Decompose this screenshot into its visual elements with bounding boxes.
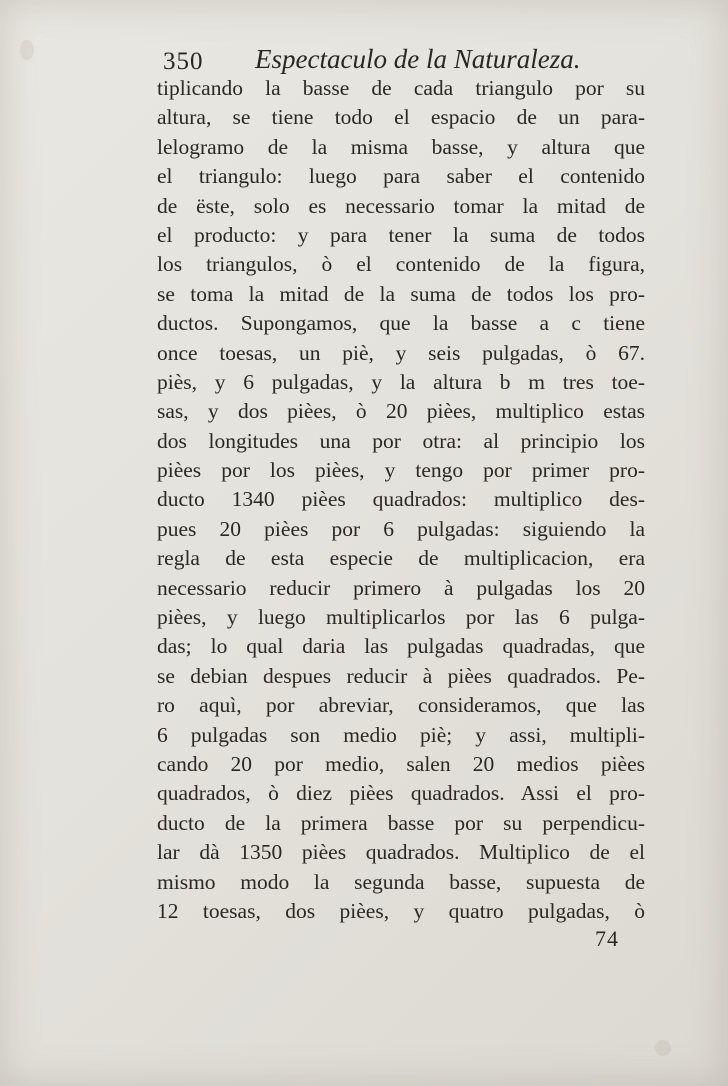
text-line: de ëste, solo es necessario tomar la mitad de bbox=[157, 193, 645, 218]
text-line: das; lo qual daria las pulgadas quadradas, que bbox=[157, 634, 645, 659]
text-line: altura, se tiene todo el espacio de un para- bbox=[157, 105, 645, 130]
text-line: ducto 1340 pièes quadrados: multiplico des- bbox=[157, 487, 645, 512]
text-line: se debian despues reducir à pièes quadrados. Pe- bbox=[157, 663, 645, 688]
text-line: sas, y dos pièes, ò 20 pièes, multiplico estas bbox=[157, 399, 645, 424]
text-line: lar dà 1350 pièes quadrados. Multiplico de el bbox=[157, 840, 645, 865]
text-line: ductos. Supongamos, que la basse a c tiene bbox=[157, 311, 645, 336]
text-line: once toesas, un piè, y seis pulgadas, ò 67. bbox=[157, 340, 645, 365]
page-number: 350 bbox=[163, 48, 204, 75]
text-line: los triangulos, ò el contenido de la figura, bbox=[157, 252, 645, 277]
text-line: pues 20 pièes por 6 pulgadas: siguiendo la bbox=[157, 516, 645, 541]
text-line: 12 toesas, dos pièes, y quatro pulgadas, ò bbox=[157, 898, 645, 923]
text-line: lelogramo de la misma basse, y altura que bbox=[157, 134, 645, 159]
text-line: 6 pulgadas son medio piè; y assi, multipli- bbox=[157, 722, 645, 747]
text-line: pièes por los pièes, y tengo por primer pro- bbox=[157, 458, 645, 483]
paper-stain bbox=[655, 1040, 671, 1056]
text-line: mismo modo la segunda basse, supuesta de bbox=[157, 869, 645, 894]
text-line: dos longitudes una por otra: al principio los bbox=[157, 428, 645, 453]
text-line: piès, y 6 pulgadas, y la altura b m tres toe- bbox=[157, 369, 645, 394]
paper-stain bbox=[20, 40, 34, 60]
text-line: pièes, y luego multiplicarlos por las 6 pulga- bbox=[157, 605, 645, 630]
text-line: tiplicando la basse de cada triangulo por su bbox=[157, 76, 645, 100]
text-line: quadrados, ò diez pièes quadrados. Assi el pro- bbox=[157, 781, 645, 806]
text-line: el triangulo: luego para saber el contenido bbox=[157, 164, 645, 189]
text-line: se toma la mitad de la suma de todos los pro- bbox=[157, 281, 645, 306]
text-line: necessario reducir primero à pulgadas los 20 bbox=[157, 575, 645, 600]
text-line: regla de esta especie de multiplicacion, era bbox=[157, 546, 645, 571]
text-line: cando 20 por medio, salen 20 medios pièes bbox=[157, 751, 645, 776]
body-text bbox=[157, 74, 645, 926]
text-line: el producto: y para tener la suma de todos bbox=[157, 222, 645, 247]
text-line: ducto de la primera basse por su perpendicu- bbox=[157, 810, 645, 835]
running-title: Espectaculo de la Naturaleza. bbox=[255, 44, 581, 74]
text-line: ro aquì, por abreviar, consideramos, que las bbox=[157, 693, 645, 718]
catchword: 74 bbox=[595, 926, 619, 951]
